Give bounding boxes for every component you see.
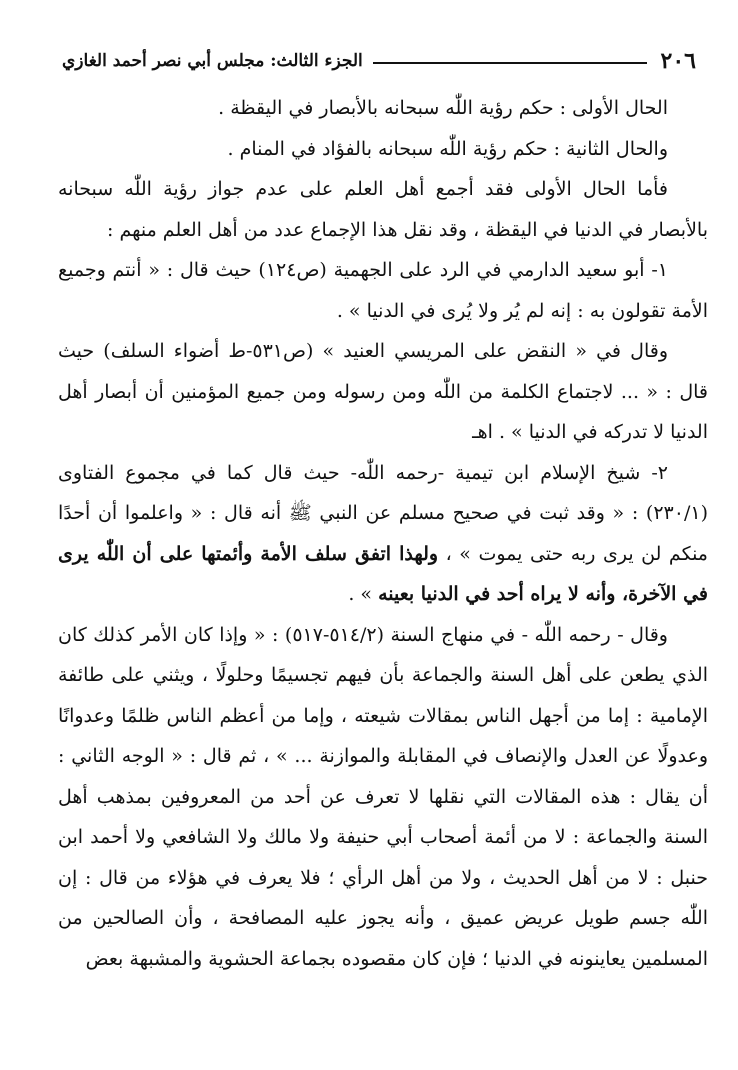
paragraph-bold-text: ولهذا اتفق سلف الأمة وأئمتها على أن اللّٰه يرى في الآخرة، وأنه لا يراه أحد في الدنيا بعينه	[58, 542, 708, 605]
paragraph-naqd	[58, 331, 708, 453]
page-header	[62, 36, 696, 76]
page-number: ٢٠٦	[660, 48, 696, 74]
paragraph-ibn-taymiyyah	[58, 453, 708, 615]
paragraph-text: وقال - رحمه اللّٰه - في منهاج السنة (٥١٤/٢-٥١٧) : « وإذا كان الأمر كذلك كان الذي يطعن على أهل السنة والجماعة بأن فيهم تجسيمًا وحلولًا ، ويثني على طائفة الإمامية : إما من أجهل الناس بمقالات شيعته ، وإما من أعظم الناس ظلمًا وعدوانًا وعدولًا عن العدل والإنصاف في المقابلة والموازنة ... » ، ثم قال : « الوجه الثاني : أن يقال : هذه المقالات التي نقلها لا تعرف عن أحد من المعروفين بمذهب أهل السنة والجماعة : لا من أئمة أصحاب أبي حنيفة ولا مالك ولا الشافعي ولا أحمد ابن حنبل : لا من أهل الحديث ، ولا من أهل الرأي ؛ فلا يعرف في هؤلاء من قال : إن اللّٰه جسم طويل عريض عميق ، وأنه يجوز عليه المصافحة ، وأن الصالحين من المسلمين يعاينونه في الدنيا ؛ فإن كان مقصوده بجماعة الحشوية والمشبهة بعض	[58, 623, 708, 970]
paragraph-darimi	[58, 250, 708, 331]
paragraph-second-case	[58, 129, 708, 170]
header-rule	[373, 62, 647, 64]
running-title: الجزء الثالث: مجلس أبي نصر أحمد الغازي	[62, 51, 363, 71]
paragraph-first-case	[58, 88, 708, 129]
page-body	[58, 88, 708, 979]
paragraph-tail-text: » .	[348, 583, 373, 605]
paragraph-text: ٢- شيخ الإسلام ابن تيمية -رحمه اللّٰه- حيث قال كما في مجموع الفتاوى (٢٣٠/١) : « وقد ثبت في صحيح مسلم عن النبي ﷺ أنه قال : « واعلموا أن أحدًا منكم لن يرى ربه حتى يموت » ،	[58, 461, 708, 565]
paragraph-text: فأما الحال الأولى فقد أجمع أهل العلم على عدم جواز رؤية اللّٰه سبحانه بالأبصار في الدنيا في اليقظة ، وقد نقل هذا الإجماع عدد من أهل العلم منهم :	[58, 178, 708, 241]
paragraph-consensus	[58, 169, 708, 250]
paragraph-text: ١- أبو سعيد الدارمي في الرد على الجهمية (ص١٢٤) حيث قال : « أنتم وجميع الأمة تقولون به : إنه لم يُر ولا يُرى في الدنيا » .	[58, 259, 708, 322]
paragraph-minhaj	[58, 615, 708, 980]
paragraph-text: والحال الثانية : حكم رؤية اللّٰه سبحانه بالفؤاد في المنام .	[227, 137, 668, 160]
paragraph-text: وقال في « النقض على المريسي العنيد » (ص٥٣١-ط أضواء السلف) حيث قال : « ... لاجتماع الكلمة من اللّٰه ومن رسوله ومن جميع المؤمنين أن أبصار أهل الدنيا لا تدركه في الدنيا » . اهـ	[58, 340, 708, 443]
paragraph-text: الحال الأولى : حكم رؤية اللّٰه سبحانه بالأبصار في اليقظة .	[218, 97, 668, 119]
